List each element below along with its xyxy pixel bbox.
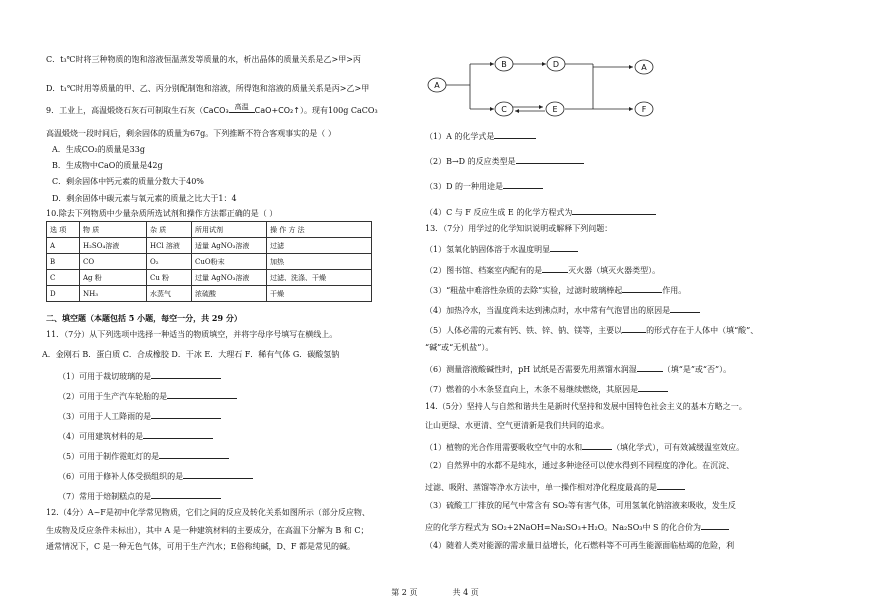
answer-blank[interactable] [151, 370, 221, 379]
item-text: 作用。 [662, 286, 687, 295]
item-text: （6）可用于修补人体受损组织的是 [58, 472, 184, 481]
table-cell: O₂ [147, 254, 192, 270]
node-e-label: E [552, 105, 558, 114]
node-f-label: F [641, 105, 647, 114]
answer-blank[interactable] [143, 430, 213, 439]
table-cell: CO [80, 254, 147, 270]
q9-option-b: B．生成物中CaO的质量是42g [52, 161, 163, 170]
table-cell: B [47, 254, 80, 270]
q9-eq-left: CaCO₃ [203, 106, 229, 115]
th-option: 选 项 [47, 222, 80, 238]
q11-item-4 [58, 430, 213, 442]
q14-stem-line2: 让山更绿、水更清、空气更清新是我们共同的追求。 [425, 421, 609, 430]
q12-relation-diagram [425, 50, 665, 120]
q8-option-d: D．t₁℃时用等质量的甲、乙、丙分别配制饱和溶液，所得饱和溶液的质量关系是丙>乙>甲 [46, 84, 370, 93]
node-a-label: A [434, 81, 440, 90]
q11-item-3 [58, 410, 221, 422]
answer-blank[interactable] [670, 304, 700, 313]
item-text: （5）可用于制作霓虹灯的是 [58, 452, 160, 461]
q13-item-5-cont: “碱”或“无机盐”）。 [425, 343, 494, 352]
q11-stem: 11．（7分）从下列选项中选择一种适当的物质填空，并将字母序号填写在横线上。 [46, 330, 338, 339]
q9-eq-right: CaO+CO₂↑ [254, 106, 300, 115]
answer-blank[interactable] [151, 410, 221, 419]
answer-blank[interactable] [503, 180, 543, 189]
item-text: （7）燃着的小木条竖直向上，木条不易继续燃烧，其原因是 [425, 385, 639, 394]
item-text: （填化学式），可有效减缓温室效应。 [612, 443, 745, 452]
q14-stem-line1: 14.（5分）坚持人与自然和谐共生是新时代坚持和发展中国特色社会主义的基本方略之一。 [425, 402, 747, 411]
item-text: 应的化学方程式为 SO₂+2NaOH=Na₂SO₃+H₂O。Na₂SO₃中 S 的化合价为 [425, 523, 702, 532]
table-row [47, 286, 372, 302]
section-2-heading: 二、填空题（本题包括 5 小题，每空一分，共 29 分） [46, 313, 242, 323]
table-cell: C [47, 270, 80, 286]
answer-blank[interactable] [622, 284, 662, 293]
q13-stem: 13．（7分）用学过的化学知识说明或解释下列问题： [425, 224, 613, 233]
node-c-label: C [501, 105, 507, 114]
q14-item-2-line1: （2）自然界中的水都不是纯水，通过多种途径可以使水得到不同程度的净化。在沉淀、 [425, 461, 735, 470]
q9-eq-condition [229, 103, 255, 113]
q14-item-2-line2 [425, 481, 685, 493]
q13-item-5 [425, 324, 758, 336]
item-text: （2）B→D 的反应类型是 [425, 157, 516, 166]
q14-item-4-line1: （4）随着人类对能源的需求量日益增长，化石燃料等不可再生能源面临枯竭的危险，利 [425, 541, 735, 550]
q14-item-3-line1: （3）硫酸工厂排放的尾气中常含有 SO₂等有害气体，可用氢氧化钠溶液来吸收，发生反 [425, 501, 736, 510]
item-text: （3）D 的一种用途是 [425, 182, 504, 191]
item-text: 灭火器（填灭火器类型）。 [568, 266, 661, 275]
answer-blank[interactable] [494, 130, 536, 139]
table-cell: 干燥 [267, 286, 372, 302]
node-a2-label: A [641, 63, 647, 72]
q14-item-3-line2 [425, 521, 729, 533]
q9-option-a: A．生成CO₂的质量是33g [52, 145, 145, 154]
q12-item-3 [425, 180, 543, 192]
table-cell: Cu 粉 [147, 270, 192, 286]
q10-stem: 10.除去下列物质中少量杂质所选试剂和操作方法都正确的是（ ） [46, 209, 278, 218]
table-row [47, 254, 372, 270]
q12-stem-line2: 生成物及反应条件未标出），其中 A 是一种建筑材料的主要成分，在高温下分解为 B 和 C； [46, 526, 369, 535]
q9-eq-arrow [229, 112, 255, 113]
answer-blank[interactable] [542, 264, 568, 273]
table-cell: 过滤、洗涤、干燥 [267, 270, 372, 286]
q10-table [46, 221, 372, 302]
table-cell: NH₃ [80, 286, 147, 302]
q9-eq-cond-text: 高温 [234, 103, 249, 111]
q12-stem-line1: 12.（4分）A~F是初中化学常见物质，它们之间的反应及转化关系如图所示（部分反应物、 [46, 508, 370, 517]
answer-blank[interactable] [637, 363, 663, 372]
q14-item-1 [425, 441, 744, 453]
q9-stem-b: ）。现有100g CaCO₃ [299, 106, 378, 115]
q13-item-4 [425, 304, 700, 316]
table-cell: 过量 AgNO₃溶液 [192, 270, 267, 286]
item-text: （1）A 的化学式是 [425, 132, 495, 141]
q13-item-7 [425, 383, 668, 395]
item-text: （3）可用于人工降雨的是 [58, 412, 152, 421]
answer-blank[interactable] [638, 383, 668, 392]
q9-line2: 高温煅烧一段时间后，剩余固体的质量为67g。下列推断不符合客观事实的是（ ） [46, 129, 336, 138]
item-text: （6）测量溶液酸碱性时，pH 试纸是否需要先用蒸馏水润湿 [425, 365, 637, 374]
q12-item-4 [425, 206, 656, 218]
item-text: （1）可用于裁切玻璃的是 [58, 372, 152, 381]
q11-item-5 [58, 450, 229, 462]
item-text: （4）加热冷水，当温度尚未达到沸点时，水中常有气泡冒出的原因是 [425, 306, 671, 315]
answer-blank[interactable] [657, 481, 685, 490]
q12-stem-line3: 通常情况下，C 是一种无色气体，可用于生产汽水；E俗称纯碱，D、F 都是常见的碱。 [46, 542, 356, 551]
item-text: （5）人体必需的元素有钙、铁、锌、钠、镁等，主要以 [425, 326, 623, 335]
q11-item-6 [58, 470, 253, 482]
node-b-label: B [501, 60, 507, 69]
item-text: 的形式存在于人体中（填“酸”、 [646, 326, 759, 335]
q13-item-6 [425, 363, 731, 375]
q12-item-2 [425, 155, 584, 167]
item-text: （1）植物的光合作用需要吸收空气中的水和 [425, 443, 583, 452]
page-total: 共 4 页 [452, 588, 479, 597]
answer-blank[interactable] [582, 441, 612, 450]
table-cell: 过滤 [267, 238, 372, 254]
table-header-row [47, 222, 372, 238]
item-text: （2）图书馆、档案室内配有的是 [425, 266, 543, 275]
q9-stem-a: 9．工业上，高温煅烧石灰石可制取生石灰（ [46, 106, 204, 115]
q11-options: A．金刚石 B．蛋白质 C．合成橡胶 D．干冰 E．大理石 F．稀有气体 G．碳酸氢钠 [42, 350, 340, 359]
table-row [47, 238, 372, 254]
node-d-label: D [552, 60, 560, 69]
answer-blank[interactable] [159, 450, 229, 459]
th-method: 操 作 方 法 [267, 222, 372, 238]
q9-line1 [46, 103, 378, 116]
item-text: （填“是”或“否”）。 [662, 365, 732, 374]
table-cell: A [47, 238, 80, 254]
q13-item-3 [425, 284, 686, 296]
th-impurity: 杂 质 [147, 222, 192, 238]
answer-blank[interactable] [622, 324, 646, 333]
q9-option-d: D．剩余固体中碳元素与氧元素的质量之比大于1：4 [52, 194, 237, 203]
q8-option-c: C．t₃℃时将三种物质的饱和溶液恒温蒸发等质量的水，析出晶体的质量关系是乙>甲>丙 [46, 55, 361, 64]
table-cell: HCl 溶液 [147, 238, 192, 254]
table-cell: 适量 AgNO₃溶液 [192, 238, 267, 254]
item-text: （2）可用于生产汽车轮胎的是 [58, 392, 168, 401]
answer-blank[interactable] [183, 470, 253, 479]
th-substance: 物 质 [80, 222, 147, 238]
q9-option-c: C．剩余固体中钙元素的质量分数大于40% [52, 177, 204, 186]
q13-item-1 [425, 243, 578, 255]
q11-item-2 [58, 390, 237, 402]
table-cell: 水蒸气 [147, 286, 192, 302]
item-text: （3）“粗盐中难溶性杂质的去除”实验，过滤时玻璃棒起 [425, 286, 623, 295]
item-text: （4）C 与 F 反应生成 E 的化学方程式为 [425, 208, 573, 217]
page-number: 第 2 页 [391, 588, 418, 597]
item-text: （1）氢氧化钠固体溶于水温度明显 [425, 245, 551, 254]
table-cell: D [47, 286, 80, 302]
table-cell: Ag 粉 [80, 270, 147, 286]
answer-blank[interactable] [151, 490, 221, 499]
table-cell: CuO粉末 [192, 254, 267, 270]
q13-item-2 [425, 264, 660, 276]
page-footer [0, 587, 870, 598]
table-cell: 浓硫酸 [192, 286, 267, 302]
item-text: （4）可用建筑材料的是 [58, 432, 144, 441]
answer-blank[interactable] [167, 390, 237, 399]
item-text: 过滤、吸附、蒸馏等净水方法中，单一操作相对净化程度最高的是 [425, 483, 657, 492]
answer-blank[interactable] [572, 206, 656, 215]
table-row [47, 270, 372, 286]
answer-blank[interactable] [550, 243, 578, 252]
th-reagent: 所用试剂 [192, 222, 267, 238]
table-cell: 加热 [267, 254, 372, 270]
answer-blank[interactable] [701, 521, 729, 530]
table-cell: H₂SO₄溶液 [80, 238, 147, 254]
q12-item-1 [425, 130, 536, 142]
q11-item-1 [58, 370, 221, 382]
q11-item-7 [58, 490, 221, 502]
answer-blank[interactable] [516, 155, 584, 164]
item-text: （7）常用于焙制糕点的是 [58, 492, 152, 501]
